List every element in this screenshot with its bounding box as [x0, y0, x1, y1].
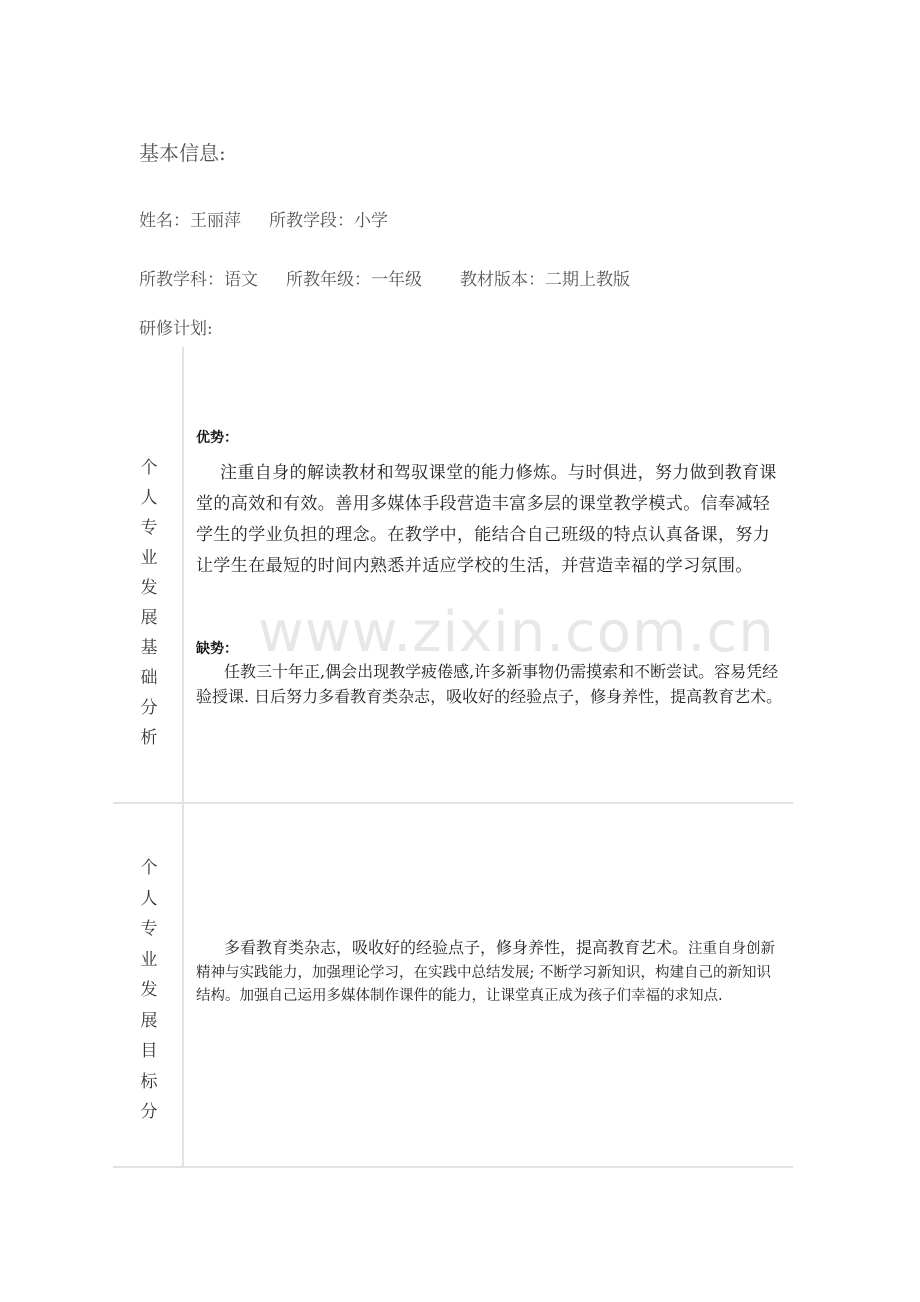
- section2-label-char: 分: [140, 1102, 158, 1122]
- strengths-heading: 优势：: [196, 430, 238, 446]
- weakness-text: 任教三十年正,偶会出现教学疲倦感,许多新事物仍需摸索和不断尝试。容易凭经验授课. 日后努力多看教育类杂志，吸收好的经验点子，修身养性，提高教育艺术。: [196, 662, 783, 706]
- section1-label-char: 人: [140, 488, 158, 508]
- section1-label-char: 分: [140, 698, 158, 718]
- strengths-text: 注重自身的解读教材和驾驭课堂的能力修炼。与时俱进，努力做到教育课堂的高效和有效。善用多媒体手段营造丰富多层的课堂教学模式。信奉减轻学生的学业负担的理念。在教学中，能结合自己班级的特点认真备课，努力让学生在最短的时间内熟悉并适应学校的生活，并营造幸福的学习氛围。: [196, 463, 777, 576]
- section1-label-char: 业: [140, 548, 158, 568]
- edition-label: 教材版本：: [460, 270, 545, 290]
- stage-value: 小学: [354, 211, 388, 231]
- goals-lead-text: 多看教育类杂志，吸收好的经验点子，修身养性，提高教育艺术。: [224, 938, 689, 957]
- goals-text: [196, 936, 784, 1009]
- table-horizontal-divider-1: [113, 802, 793, 804]
- name-value: 王丽萍: [190, 211, 241, 231]
- section2-label-char: 目: [140, 1041, 158, 1061]
- edition-value: 二期上教版: [545, 270, 630, 290]
- grade-value: 一年级: [371, 270, 422, 290]
- section1-label-char: 个: [140, 458, 158, 478]
- basic-info-title: 基本信息:: [139, 141, 226, 165]
- table-vertical-divider-2: [182, 804, 184, 1166]
- section1-label-char: 础: [140, 668, 158, 688]
- subject-row: [139, 265, 630, 290]
- goals-body-text: 注重自身创新精神与实践能力，加强理论学习，在实践中总结发展; 不断学习新知识，构建自己的新知识结构。加强自己运用多媒体制作课件的能力，让课堂真正成为孩子们幸福的求知点.: [196, 941, 776, 1004]
- table-vertical-divider-1: [182, 347, 184, 802]
- section1-label-char: 析: [140, 728, 158, 748]
- section2-label-char: 业: [140, 949, 158, 970]
- grade-label: 所教年级：: [286, 270, 371, 290]
- stage-label: 所教学段：: [269, 211, 354, 231]
- name-row: [139, 206, 388, 231]
- section2-label-char: 人: [140, 888, 158, 909]
- section2-vertical-label: [134, 853, 164, 1128]
- subject-label: 所教学科：: [139, 270, 224, 290]
- section2-label-char: 标: [140, 1071, 158, 1092]
- name-label: 姓名：: [139, 211, 190, 231]
- weakness-heading: 缺势：: [196, 641, 238, 657]
- section2-label-char: 发: [140, 980, 158, 1000]
- plan-title: 研修计划:: [139, 319, 213, 339]
- subject-value: 语文: [224, 270, 258, 290]
- section2-label-char: 展: [140, 1010, 158, 1031]
- section1-label-char: 基: [140, 638, 158, 658]
- watermark: www.zixin.com.cn: [258, 600, 775, 665]
- section1-label-char: 展: [140, 608, 158, 628]
- section1-label-char: 专: [140, 518, 158, 538]
- section2-label-char: 专: [140, 919, 158, 939]
- section1-label-char: 发: [140, 578, 158, 598]
- section1-vertical-label: [134, 453, 164, 753]
- section2-label-char: 个: [140, 858, 158, 878]
- table-horizontal-divider-2: [113, 1166, 793, 1168]
